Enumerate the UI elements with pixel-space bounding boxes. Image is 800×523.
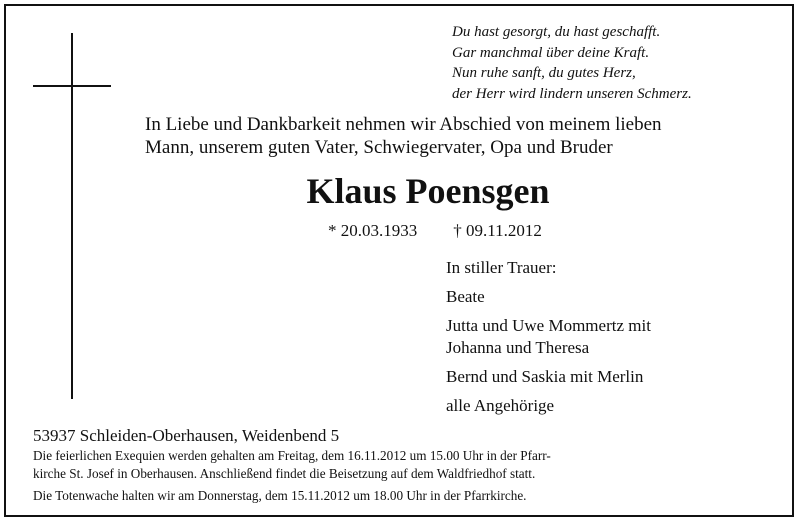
mourner-entry: [446, 366, 786, 388]
notice-line: Die Totenwache halten wir am Donnerstag, dem 15.11.2012 um 18.00 Uhr in der Pfarrkirche.: [33, 488, 527, 503]
intro-line: Mann, unserem guten Vater, Schwiegervater, Opa und Bruder: [145, 137, 613, 158]
poem-line: der Herr wird lindern unseren Schmerz.: [452, 85, 692, 102]
farewell-intro: [145, 113, 785, 159]
wake-notice: [33, 487, 773, 505]
poem-line: Du hast gesorgt, du hast geschafft.: [452, 24, 661, 40]
mourner-entry: [446, 286, 786, 308]
funeral-service-notice: [33, 447, 773, 483]
mourner-entry: [446, 395, 786, 417]
notice-line: kirche St. Josef in Oberhausen. Anschließend findet die Beisetzung auf dem Waldfriedhof statt.: [33, 466, 536, 481]
mourner-line: alle Angehörige: [446, 396, 555, 415]
memorial-poem: [452, 22, 782, 104]
mourner-entry: [446, 315, 786, 359]
mourner-line: Jutta und Uwe Mommertz mit: [446, 316, 651, 335]
life-dates: [328, 220, 542, 242]
death-date: † 09.11.2012: [453, 221, 542, 240]
poem-line: Gar manchmal über deine Kraft.: [452, 44, 650, 61]
mourners-list: [446, 257, 786, 424]
cross-horizontal-bar: [33, 85, 111, 87]
mourner-line: Johanna und Theresa: [446, 338, 590, 357]
notice-line: Die feierlichen Exequien werden gehalten am Freitag, dem 16.11.2012 um 15.00 Uhr in der Pfarr-: [33, 448, 551, 463]
intro-line: In Liebe und Dankbarkeit nehmen wir Abschied von meinem lieben: [145, 114, 662, 135]
poem-line: Nun ruhe sanft, du gutes Herz,: [452, 65, 636, 81]
cross-vertical-bar: [71, 33, 73, 399]
birth-date: * 20.03.1933: [328, 221, 418, 240]
deceased-name: Klaus Poensgen: [306, 171, 550, 211]
family-address: 53937 Schleiden-Oberhausen, Weidenbend 5: [33, 426, 340, 445]
mourner-line: Bernd und Saskia mit Merlin: [446, 367, 644, 386]
mourner-line: Beate: [446, 287, 485, 306]
mourners-heading: In stiller Trauer:: [446, 258, 557, 277]
